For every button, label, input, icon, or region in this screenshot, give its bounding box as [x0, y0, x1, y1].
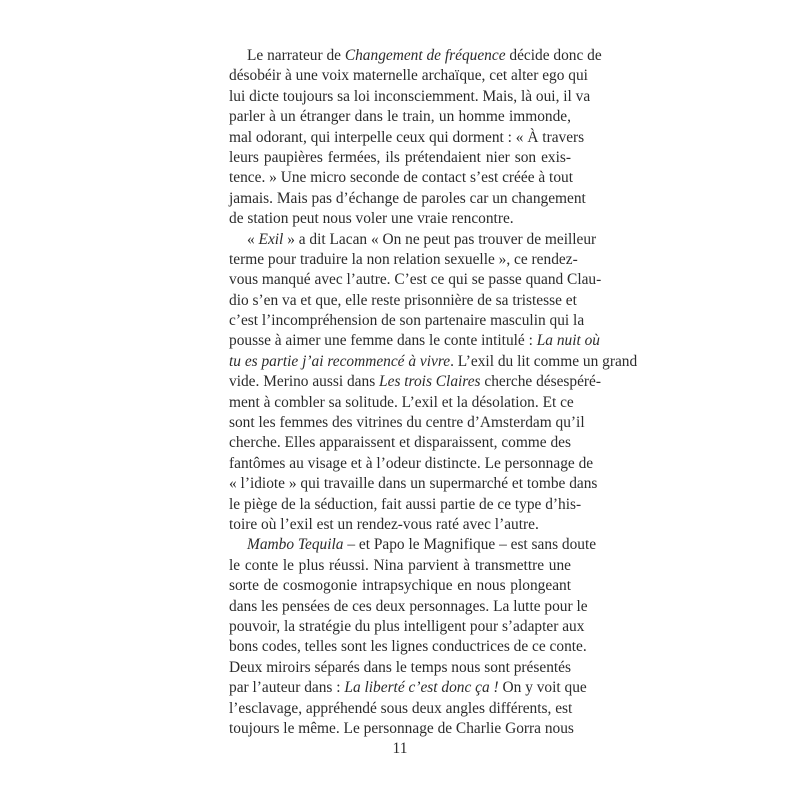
text-run: jamais. Mais pas d’échange de paroles car un changement [229, 189, 586, 207]
text-run: lui dicte toujours sa loi inconsciemment. Mais, là oui, il va [229, 87, 591, 105]
text-line [229, 250, 578, 270]
text-run: sont les femmes des vitrines du centre d’Amsterdam qu’il [229, 414, 585, 432]
italic-text: tu es partie j’ai recommencé à vivre [229, 352, 451, 370]
text-line [229, 107, 571, 127]
text-run: c’est l’incompréhension de son partenaire masculin qui la [229, 312, 585, 330]
text-run: cherche. Elles apparaissent et disparaissent, comme des [229, 434, 571, 452]
text-line [229, 433, 571, 453]
text-run: Le narrateur de [247, 47, 345, 64]
text-run: . L’exil du lit comme un grand [450, 352, 638, 370]
text-run: désobéir à une voix maternelle archaïque, cet alter ego qui [229, 67, 588, 85]
body-text [229, 46, 638, 739]
text-run: dio s’en va et que, elle reste prisonnière de sa tristesse et [229, 291, 577, 309]
text-line [229, 535, 597, 555]
text-run: – et Papo le Magnifique – est sans doute [343, 536, 597, 554]
text-run: dans les pensées de ces deux personnages. La lutte pour le [229, 597, 588, 615]
text-line [229, 270, 602, 290]
italic-text: La nuit où [536, 332, 601, 350]
text-line [229, 474, 598, 494]
text-line [229, 556, 571, 576]
paragraph [229, 46, 602, 230]
text-run: fantômes au visage et à l’odeur distincte. Le personnage de [229, 454, 594, 472]
text-run: tence. » Une micro seconde de contact s’est créée à tout [229, 169, 573, 187]
text-run: de station peut nous voler une vraie rencontre. [229, 210, 514, 228]
italic-text: Les trois Claires [379, 373, 481, 391]
text-run: On y voit que [498, 679, 587, 697]
text-run: sorte de cosmogonie intrapsychique en nous plongeant [229, 577, 571, 595]
text-line [229, 719, 574, 739]
text-run: parler à un étranger dans le train, un homme immonde, [229, 108, 571, 126]
text-line [229, 189, 586, 209]
text-line [229, 699, 571, 719]
text-line [229, 413, 585, 433]
italic-text: La liberté c’est donc ça ! [344, 679, 499, 697]
text-run: l’esclavage, appréhendé sous deux angles différents, est [229, 699, 573, 717]
text-line [229, 46, 602, 66]
text-run: pouvoir, la stratégie du plus intelligent pour s’adapter aux [229, 617, 585, 635]
text-run: « [247, 230, 259, 248]
text-line [229, 576, 571, 596]
text-line [229, 87, 591, 107]
text-run: le conte le plus réussi. Nina parvient à transmettre une [229, 556, 571, 574]
text-line [229, 291, 577, 311]
text-run: vous manqué avec l’autre. C’est ce qui se passe quand Clau- [229, 271, 602, 289]
text-line [229, 658, 571, 678]
text-run: « l’idiote » qui travaille dans un supermarché et tombe dans [229, 475, 598, 493]
text-run: ment à combler sa solitude. L’exil et la désolation. Et ce [229, 393, 574, 411]
text-run: pousse à aimer une femme dans le conte intitulé : [229, 332, 537, 350]
text-run: Deux miroirs séparés dans le temps nous sont présentés [229, 658, 571, 676]
text-line [229, 148, 571, 168]
paragraph [229, 535, 597, 739]
page-number: 11 [392, 740, 408, 757]
text-run: toujours le même. Le personnage de Charlie Gorra nous [229, 719, 574, 737]
text-run: » a dit Lacan « On ne peut pas trouver de meilleur [283, 230, 597, 248]
text-line [229, 128, 585, 148]
text-line [229, 311, 585, 331]
italic-text: Changement de fréquence [344, 47, 506, 64]
text-line [229, 393, 574, 413]
text-line [229, 352, 638, 372]
text-line [229, 209, 571, 229]
text-run: le piège de la séduction, fait aussi partie de ce type d’his- [229, 495, 582, 513]
text-line [229, 495, 582, 515]
paragraph [229, 230, 638, 536]
text-line [229, 515, 571, 535]
italic-text: Exil [258, 230, 284, 248]
italic-text: Mambo Tequila [247, 536, 344, 554]
text-line [229, 678, 587, 698]
text-run: bons codes, telles sont les lignes conductrices de ce conte. [229, 638, 587, 656]
text-line [229, 331, 601, 351]
text-line [229, 454, 594, 474]
text-line [229, 168, 571, 188]
text-run: par l’auteur dans : [229, 679, 345, 697]
text-run: vide. Merino aussi dans [229, 373, 380, 391]
text-run: terme pour traduire la non relation sexuelle », ce rendez- [229, 250, 578, 268]
text-run: leurs paupières fermées, ils prétendaient nier son exis- [229, 148, 571, 166]
text-line [229, 372, 602, 392]
text-run: cherche désespéré- [480, 373, 602, 391]
text-run: mal odorant, qui interpelle ceux qui dorment : « À travers [229, 128, 585, 146]
text-run: toire où l’exil est un rendez-vous raté avec l’autre. [229, 515, 539, 533]
text-line [229, 637, 587, 657]
text-line [229, 66, 588, 86]
text-line [229, 617, 585, 637]
text-line [229, 230, 597, 250]
text-line [229, 597, 588, 617]
text-run: décide donc de [505, 47, 602, 64]
